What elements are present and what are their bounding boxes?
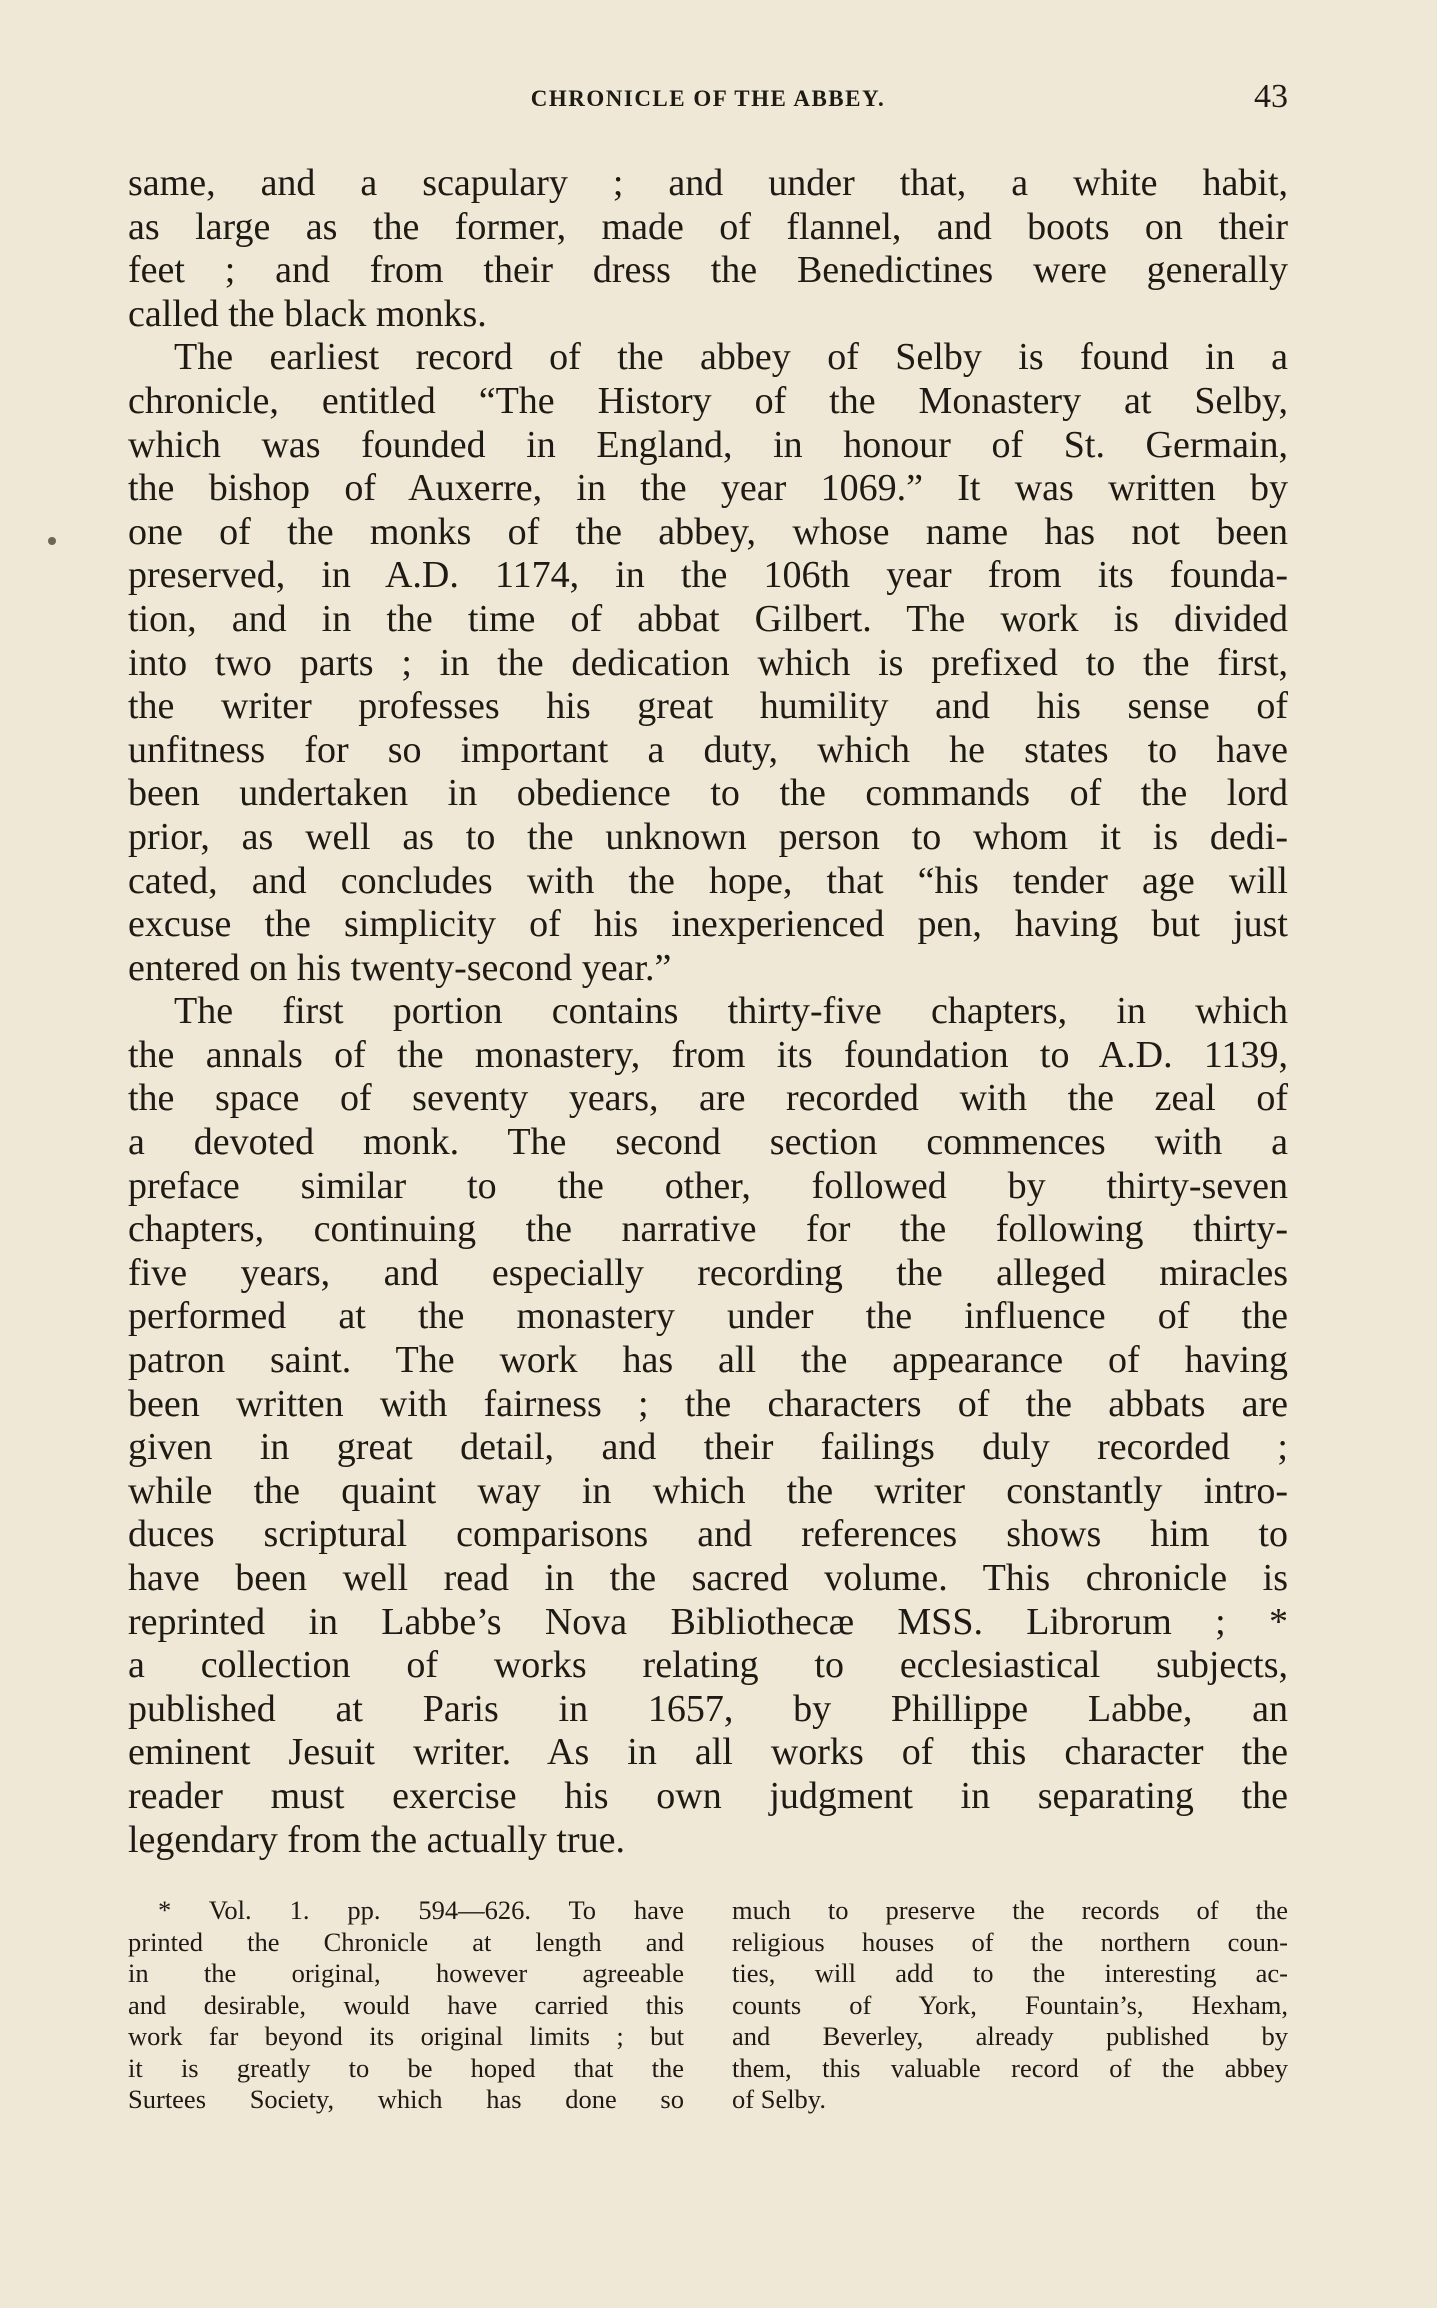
text-line: preface similar to the other, followed by thirty-seven: [128, 1164, 1288, 1207]
text-line: performed at the monastery under the influence of the: [128, 1295, 1288, 1338]
margin-mark: [48, 537, 56, 545]
footnote-line: work far beyond its original limits ; but: [128, 2021, 684, 2051]
footnote-line: counts of York, Fountain’s, Hexham,: [732, 1989, 1288, 2020]
footnote-column-right: [732, 1895, 1288, 2116]
running-title: CHRONICLE OF THE ABBEY.: [530, 86, 886, 111]
text-line: patron saint. The work has all the appearance of having: [128, 1339, 1288, 1382]
footnote-line: in the original, however agreeable: [128, 1958, 684, 1988]
text-line: unfitness for so important a duty, which he states to have: [128, 728, 1288, 771]
text-line: which was founded in England, in honour of St. Germain,: [128, 423, 1288, 466]
footnote-line: religious houses of the northern coun-: [732, 1926, 1288, 1957]
text-line: reprinted in Labbe’s Nova Bibliothecæ MSS. Librorum ; *: [128, 1600, 1288, 1643]
text-line: excuse the simplicity of his inexperienced pen, having but just: [128, 903, 1288, 946]
text-line: eminent Jesuit writer. As in all works of this character the: [128, 1731, 1288, 1774]
text-line: the writer professes his great humility and his sense of: [128, 685, 1288, 728]
footnote-line: * Vol. 1. pp. 594—626. To have: [158, 1895, 684, 1925]
text-line: cated, and concludes with the hope, that “his tender age will: [128, 859, 1288, 902]
text-line: published at Paris in 1657, by Phillippe Labbe, an: [128, 1687, 1288, 1730]
page-number: 43: [1254, 78, 1288, 115]
running-head: [128, 78, 1288, 118]
text-line: prior, as well as to the unknown person to whom it is dedi-: [128, 815, 1288, 858]
text-line: five years, and especially recording the alleged miracles: [128, 1251, 1288, 1294]
text-line: feet ; and from their dress the Benedictines were generally: [128, 249, 1288, 292]
text-line: been written with fairness ; the characters of the abbats are: [128, 1382, 1288, 1425]
text-line: chronicle, entitled “The History of the Monastery at Selby,: [128, 379, 1288, 422]
text-line: have been well read in the sacred volume. This chronicle is: [128, 1557, 1288, 1599]
text-line: given in great detail, and their failings duly recorded ;: [128, 1426, 1288, 1469]
footnote-line: ties, will add to the interesting ac-: [732, 1958, 1288, 1988]
footnote-line: them, this valuable record of the abbey: [732, 2052, 1288, 2083]
text-line: a collection of works relating to ecclesiastical subjects,: [128, 1644, 1288, 1687]
footnote-line: printed the Chronicle at length and: [128, 1926, 684, 1957]
text-line: a devoted monk. The second section commences with a: [128, 1121, 1288, 1164]
body-text: [128, 162, 1288, 1862]
paragraph-start-line: The first portion contains thirty-five chapters, in which: [174, 990, 1288, 1033]
text-line: duces scriptural comparisons and references shows him to: [128, 1513, 1288, 1556]
text-line: same, and a scapulary ; and under that, a white habit,: [128, 162, 1288, 204]
text-line: into two parts ; in the dedication which is prefixed to the first,: [128, 641, 1288, 684]
text-line: the space of seventy years, are recorded with the zeal of: [128, 1077, 1288, 1120]
text-line: one of the monks of the abbey, whose name has not been: [128, 510, 1288, 553]
text-line: preserved, in A.D. 1174, in the 106th year from its founda-: [128, 554, 1288, 597]
text-line: legendary from the actually true.: [128, 1818, 625, 1861]
footnote-line: much to preserve the records of the: [732, 1895, 1288, 1925]
footnote-line: of Selby.: [732, 2084, 826, 2114]
text-line: while the quaint way in which the writer constantly intro-: [128, 1469, 1288, 1512]
paragraph-start-line: The earliest record of the abbey of Selby is found in a: [174, 336, 1288, 379]
footnote-line: and desirable, would have carried this: [128, 1989, 684, 2020]
footnote-line: it is greatly to be hoped that the: [128, 2052, 684, 2083]
footnote-line: Surtees Society, which has done so: [128, 2084, 684, 2114]
text-line: called the black monks.: [128, 292, 487, 335]
text-line: the bishop of Auxerre, in the year 1069.” It was written by: [128, 467, 1288, 510]
text-line: tion, and in the time of abbat Gilbert. The work is divided: [128, 597, 1288, 640]
text-line: been undertaken in obedience to the commands of the lord: [128, 772, 1288, 815]
text-line: the annals of the monastery, from its foundation to A.D. 1139,: [128, 1033, 1288, 1076]
text-line: as large as the former, made of flannel, and boots on their: [128, 205, 1288, 248]
text-line: entered on his twenty-second year.”: [128, 946, 672, 989]
text-line: chapters, continuing the narrative for the following thirty-: [128, 1208, 1288, 1251]
footnote-column-left: [128, 1895, 684, 2116]
footnote-line: and Beverley, already published by: [732, 2021, 1288, 2051]
text-line: reader must exercise his own judgment in separating the: [128, 1774, 1288, 1817]
